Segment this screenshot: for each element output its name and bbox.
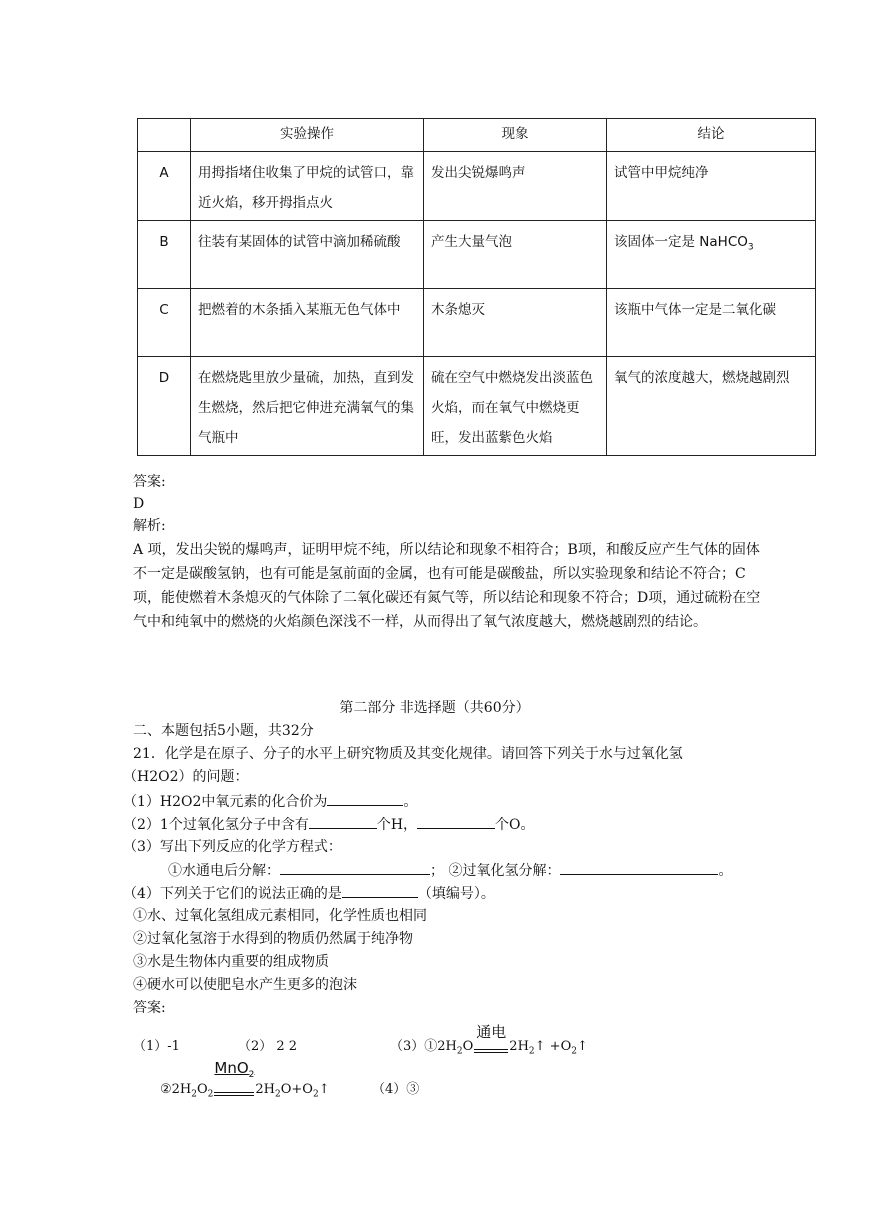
- part3a-text: ①水通电后分解：: [168, 863, 280, 879]
- section-subtitle: 二、本题包括5小题，共32分: [133, 723, 314, 739]
- gas-arrow-icon: ↑: [576, 1039, 588, 1054]
- part4-text: （4）下列关于它们的说法正确的是: [123, 886, 342, 902]
- equation-rhs: 2H: [255, 1082, 276, 1097]
- q21-stem-line1: 21．化学是在原子、分子的水平上研究物质及其变化规律。请回答下列关于水与过氧化氢: [133, 746, 683, 762]
- row-operation: 把燃着的木条插入某瓶无色气体中: [191, 289, 424, 357]
- equals-bar: [474, 1049, 508, 1053]
- header-empty: [138, 119, 191, 152]
- gas-arrow-icon: ↑: [318, 1082, 330, 1097]
- subscript: 2: [248, 1069, 255, 1080]
- answer-part1: （1）-1: [133, 1039, 180, 1054]
- part2-text: （2）1个过氧化氢分子中含有: [123, 817, 309, 833]
- q21-part2: [123, 814, 535, 835]
- analysis-text: A 项，发出尖锐的爆鸣声，证明甲烷不纯，所以结论和现象不相符合；B项，和酸反应产生气体的固体不一定是碳酸氢钠，也有可能是氢前面的金属，也有可能是碳酸盐，所以实验现象和结论不符合；C项，能使燃着木条熄灭的气体除了二氧化碳还有氮气等，所以结论和现象不符合；D项，通过硫粉在空气中和纯氧中的燃烧的火焰颜色深浅不一样，从而得出了氧气浓度越大，燃烧越剧烈的结论。: [133, 542, 761, 630]
- subscript: 3: [747, 242, 754, 253]
- row-label: C: [138, 289, 191, 357]
- subscript: 2: [571, 1046, 577, 1057]
- blank-field: [560, 860, 718, 875]
- row-phenomenon: 硫在空气中燃烧发出淡蓝色火焰，而在氧气中燃烧更旺，发出蓝紫色火焰: [424, 357, 607, 456]
- header-operation: 实验操作: [191, 119, 424, 152]
- part2-end: 个O。: [495, 817, 535, 833]
- option-4: ④硬水可以使肥皂水产生更多的泡沫: [133, 977, 357, 993]
- row-phenomenon: 发出尖锐爆鸣声: [424, 152, 607, 221]
- row-label: D: [138, 357, 191, 456]
- row-phenomenon: 产生大量气泡: [424, 221, 607, 289]
- equals-bar: [214, 1092, 254, 1096]
- catalyst-text: MnO: [214, 1058, 249, 1077]
- table-header-row: [138, 119, 816, 152]
- subscript: 2: [312, 1089, 319, 1100]
- conclusion-text: 该固体一定是 NaHCO: [614, 234, 748, 250]
- subscript: 2: [207, 1089, 214, 1100]
- q21-part1: [123, 791, 417, 812]
- answer-part2: （2） 2 2: [238, 1039, 298, 1054]
- q21-answer-label: 答案:: [133, 1000, 166, 1016]
- option-3: ③水是生物体内重要的组成物质: [133, 954, 329, 970]
- blank-field: [280, 860, 430, 875]
- answer-value: D: [133, 496, 145, 512]
- condition-label: [213, 1058, 255, 1085]
- reaction-condition: [473, 1022, 509, 1062]
- equation-lhs: （3）①2H: [390, 1039, 457, 1054]
- part3-end: 。: [718, 863, 733, 879]
- equation-o: O: [462, 1039, 474, 1054]
- reaction-condition: [213, 1058, 255, 1105]
- part4-end: （填编号）。: [417, 886, 495, 902]
- section-title: 第二部分 非选择题（共60分）: [339, 700, 530, 716]
- answer-part3b-equation: [160, 1058, 330, 1105]
- row-conclusion: 该瓶中气体一定是二氧化碳: [607, 289, 816, 357]
- row-label: A: [138, 152, 191, 221]
- table-row-d: [138, 357, 816, 456]
- answer-part4: （4）③: [372, 1082, 420, 1097]
- row-label: B: [138, 221, 191, 289]
- condition-label: 通电: [476, 1022, 507, 1041]
- equation-plus: +O: [545, 1039, 572, 1054]
- row-operation: 用拇指堵住收集了甲烷的试管口，靠近火焰，移开拇指点火: [191, 152, 424, 221]
- part1-text: （1）H2O2中氧元素的化合价为: [123, 794, 328, 810]
- part3b-text: ； ②过氧化氢分解：: [430, 863, 561, 879]
- answer-label: 答案:: [133, 474, 166, 490]
- blank-field: [342, 883, 418, 898]
- table-row-c: [138, 289, 816, 357]
- equation-o: O: [197, 1082, 208, 1097]
- header-phenomenon: 现象: [424, 119, 607, 152]
- subscript: 2: [191, 1089, 197, 1100]
- row-conclusion: 试管中甲烷纯净: [607, 152, 816, 221]
- header-conclusion: 结论: [607, 119, 816, 152]
- option-2: ②过氧化氢溶于水得到的物质仍然属于纯净物: [133, 931, 413, 947]
- row-operation: 往装有某固体的试管中滴加稀硫酸: [191, 221, 424, 289]
- answer-part3-equation: [390, 1022, 588, 1062]
- equation-o2: O+O: [280, 1082, 313, 1097]
- part1-end: 。: [403, 794, 418, 810]
- table-row-b: [138, 221, 816, 289]
- row-conclusion: [607, 221, 816, 289]
- equation-lhs: ②2H: [160, 1082, 192, 1097]
- table-row-a: [138, 152, 816, 221]
- blank-field: [327, 791, 403, 806]
- row-phenomenon: 木条熄灭: [424, 289, 607, 357]
- q21-part3: （3）写出下列反应的化学方程式：: [123, 839, 342, 855]
- subscript: 2: [456, 1046, 463, 1057]
- subscript: 2: [275, 1089, 281, 1100]
- blank-field: [309, 814, 377, 829]
- blank-field: [417, 814, 495, 829]
- q21-part4: [123, 883, 495, 904]
- subscript: 2: [528, 1046, 535, 1057]
- analysis-label: 解析:: [133, 518, 166, 534]
- experiment-table: [137, 118, 816, 456]
- q21-stem-line2: （H2O2）的问题：: [123, 769, 249, 785]
- q21-part3-equations: [168, 860, 732, 881]
- part2-mid: 个H，: [376, 817, 418, 833]
- equation-rhs: 2H: [509, 1039, 529, 1054]
- gas-arrow-icon: ↑: [534, 1039, 546, 1054]
- row-conclusion: 氧气的浓度越大，燃烧越剧烈: [607, 357, 816, 456]
- option-1: ①水、过氧化氢组成元素相同，化学性质也相同: [133, 908, 427, 924]
- row-operation: 在燃烧匙里放少量硫，加热，直到发生燃烧，然后把它伸进充满氧气的集气瓶中: [191, 357, 424, 456]
